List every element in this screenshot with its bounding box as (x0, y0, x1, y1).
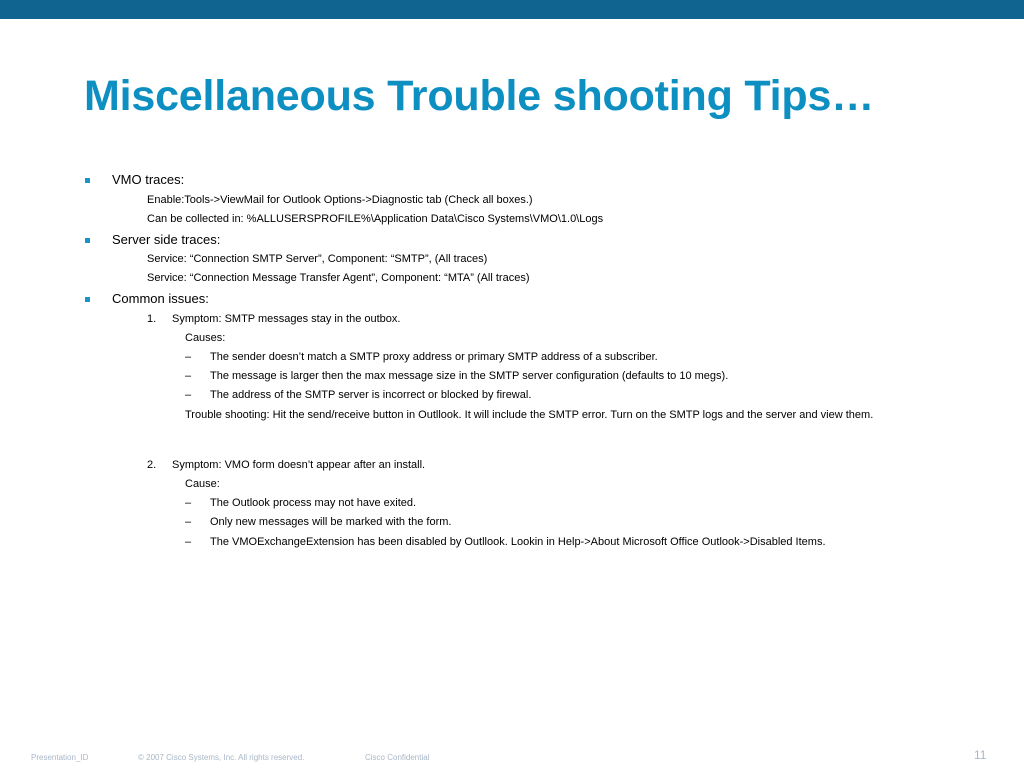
cause-item: Only new messages will be marked with the form. (210, 516, 452, 528)
vmo-logs-path-line: Can be collected in: %ALLUSERSPROFILE%\Application Data\Cisco Systems\VMO\1.0\Logs (147, 213, 604, 225)
dash-bullet-icon: – (185, 536, 192, 548)
square-bullet-icon (85, 297, 90, 302)
cause-item: The address of the SMTP server is incorrect or blocked by firewal. (210, 389, 532, 401)
section-heading-vmo-traces: VMO traces: (112, 172, 185, 187)
slide-title: Miscellaneous Trouble shooting Tips… (84, 72, 875, 120)
section-heading-server-side-traces: Server side traces: (112, 232, 221, 247)
page-number: 11 (974, 748, 987, 762)
cause-item: The Outlook process may not have exited. (210, 497, 417, 509)
vmo-enable-line: Enable:Tools->ViewMail for Outlook Options->Diagnostic tab (Check all boxes.) (147, 194, 533, 206)
issue-symptom: Symptom: VMO form doesn’t appear after an install. (172, 459, 426, 471)
cause-item: The sender doesn’t match a SMTP proxy address or primary SMTP address of a subscriber. (210, 351, 658, 363)
cause-item: The VMOExchangeExtension has been disabled by Outllook. Lookin in Help->About Microsoft Office Outlook->Disabled Items. (210, 536, 826, 548)
dash-bullet-icon: – (185, 516, 192, 528)
dash-bullet-icon: – (185, 351, 192, 363)
issue-number: 1. (147, 313, 157, 325)
footer-confidential: Cisco Confidential (365, 753, 430, 762)
footer-copyright: © 2007 Cisco Systems, Inc. All rights reserved. (138, 753, 305, 762)
issue-symptom: Symptom: SMTP messages stay in the outbox. (172, 313, 401, 325)
section-heading-common-issues: Common issues: (112, 291, 209, 306)
dash-bullet-icon: – (185, 370, 192, 382)
square-bullet-icon (85, 238, 90, 243)
causes-label: Cause: (185, 478, 220, 490)
top-banner (0, 0, 1024, 19)
cause-item: The message is larger then the max message size in the SMTP server configuration (defaults to 10 megs). (210, 370, 729, 382)
smtp-server-trace-line: Service: “Connection SMTP Server”, Component: “SMTP”, (All traces) (147, 253, 488, 265)
troubleshooting-text: Trouble shooting: Hit the send/receive button in Outllook. It will include the SMTP error. Turn on the SMTP logs and the server and view them. (185, 409, 874, 421)
issue-number: 2. (147, 459, 157, 471)
dash-bullet-icon: – (185, 497, 192, 509)
dash-bullet-icon: – (185, 389, 192, 401)
causes-label: Causes: (185, 332, 226, 344)
square-bullet-icon (85, 178, 90, 183)
mta-trace-line: Service: “Connection Message Transfer Agent”, Component: “MTA” (All traces) (147, 272, 530, 284)
footer-presentation-id: Presentation_ID (31, 753, 89, 762)
